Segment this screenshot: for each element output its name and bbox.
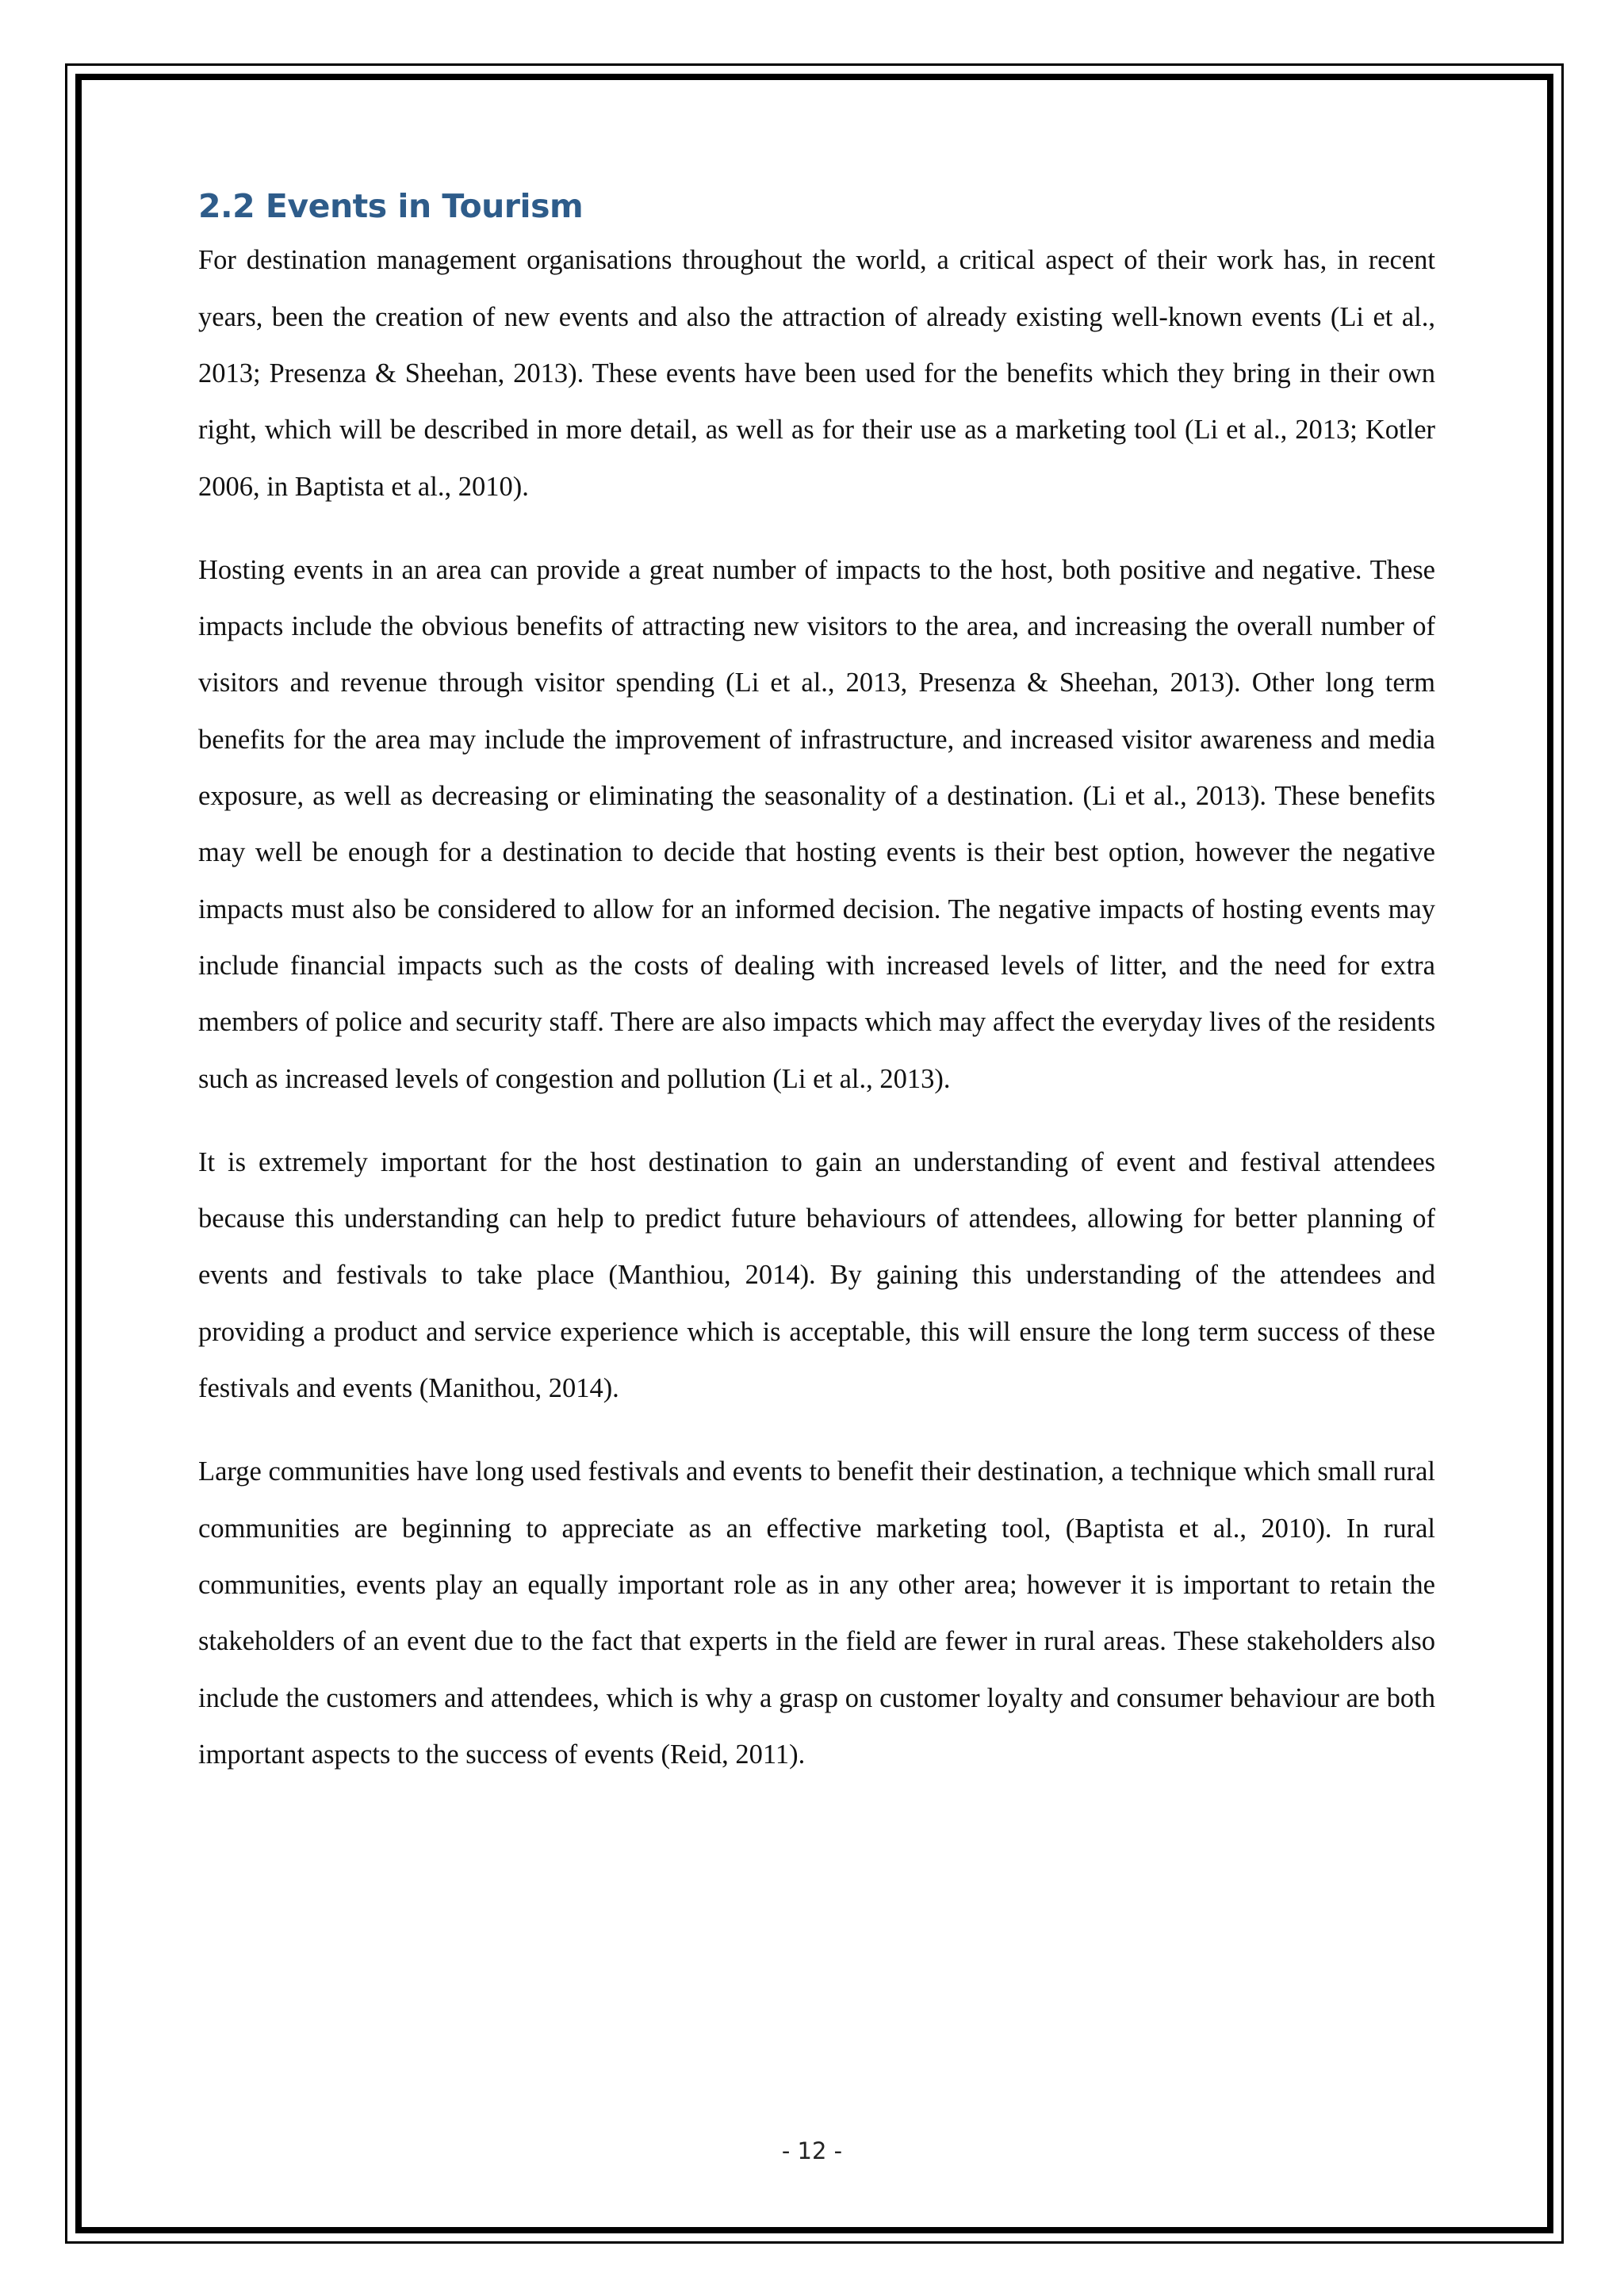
section-heading: 2.2 Events in Tourism <box>198 187 584 225</box>
paragraph-1: For destination management organisations throughout the world, a critical aspect of their work has, in recent years, been the creation of new events and also the attraction of already existing well-known events (Li et al., 2013; Presenza & Sheehan, 2013). These events have been used for the benefits which they bring in their own right, which will be described in more detail, as well as for their use as a marketing tool (Li et al., 2013; Kotler 2006, in Baptista et al., 2010). <box>198 245 1435 502</box>
paragraph-2: Hosting events in an area can provide a great number of impacts to the host, both positive and negative. These impacts include the obvious benefits of attracting new visitors to the area, and increasing the overall number of visitors and revenue through visitor spending (Li et al., 2013, Presenza & Sheehan, 2013). Other long term benefits for the area may include the improvement of infrastructure, and increased visitor awareness and media exposure, as well as decreasing or eliminating the seasonality of a destination. (Li et al., 2013). These benefits may well be enough for a destination to decide that hosting events is their best option, however the negative impacts must also be considered to allow for an informed decision. The negative impacts of hosting events may include financial impacts such as the costs of dealing with increased levels of litter, and the need for extra members of police and security staff. There are also impacts which may affect the everyday lives of the residents such as increased levels of congestion and pollution (Li et al., 2013). <box>198 554 1435 1094</box>
page-content <box>198 184 1435 1810</box>
paragraph-3: It is extremely important for the host destination to gain an understanding of event and festival attendees because this understanding can help to predict future behaviours of attendees, allowing for better planning of events and festivals to take place (Manthiou, 2014). By gaining this understanding of the attendees and providing a product and service experience which is acceptable, this will ensure the long term success of these festivals and events (Manithou, 2014). <box>198 1146 1435 1404</box>
paragraph-4: Large communities have long used festivals and events to benefit their destination, a technique which small rural communities are beginning to appreciate as an effective marketing tool, (Baptista et al., 2010). In rural communities, events play an equally important role as in any other area; however it is important to retain the stakeholders of an event due to the fact that experts in the field are fewer in rural areas. These stakeholders also include the customers and attendees, which is why a grasp on customer loyalty and consumer behaviour are both important aspects to the success of events (Reid, 2011). <box>198 1456 1435 1770</box>
page-number: - 12 - <box>781 2137 843 2164</box>
